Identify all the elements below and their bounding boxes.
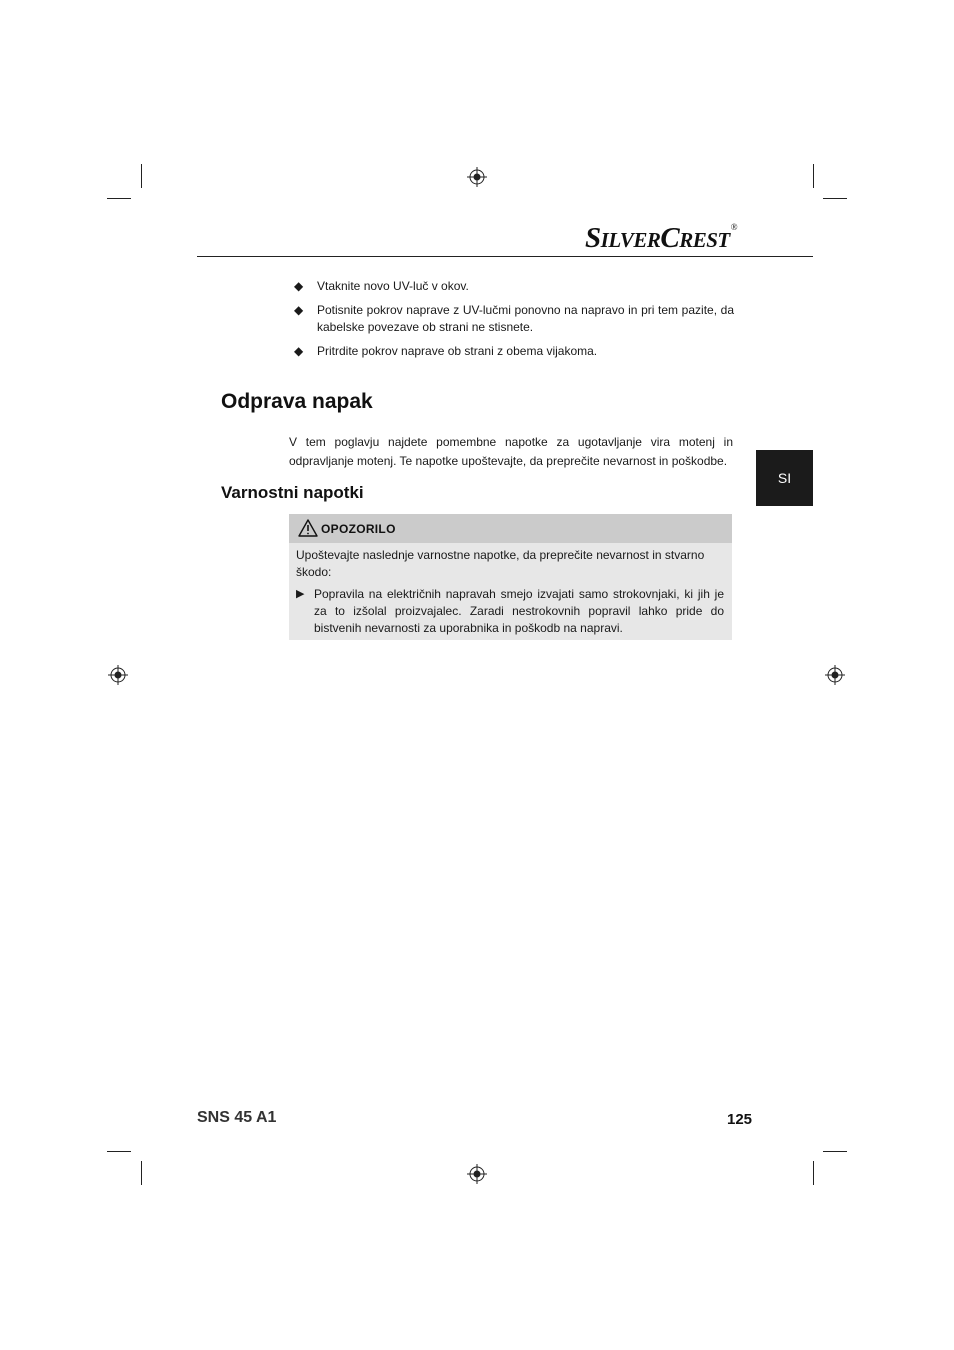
warning-header bbox=[289, 514, 732, 543]
registration-mark-icon bbox=[467, 167, 487, 187]
crop-mark bbox=[141, 1161, 142, 1185]
list-item bbox=[294, 302, 734, 336]
section-title: Odprava napak bbox=[221, 390, 373, 413]
crop-mark bbox=[813, 164, 814, 188]
footer-model: SNS 45 A1 bbox=[197, 1109, 277, 1126]
registration-mark-icon bbox=[825, 665, 845, 685]
list-item-text: Vtaknite novo UV-luč v okov. bbox=[317, 279, 469, 293]
section-intro: V tem poglavju najdete pomembne napotke za ugotavljanje vira motenj in odpravljanje motenj. Te napotke upoštevajte, da preprečite nevarnost in poškodbe. bbox=[289, 435, 733, 468]
diamond-bullet-icon: ◆ bbox=[294, 344, 304, 358]
crop-mark bbox=[823, 198, 847, 199]
crop-mark bbox=[107, 198, 131, 199]
crop-mark bbox=[107, 1151, 131, 1152]
brand-logo bbox=[585, 222, 750, 252]
crop-mark bbox=[141, 164, 142, 188]
subsection-title: Varnostni napotki bbox=[221, 483, 364, 502]
arrow-bullet-icon: ▶ bbox=[296, 588, 305, 600]
warning-triangle-icon bbox=[298, 519, 318, 537]
page-number: 125 bbox=[727, 1111, 753, 1128]
list-item bbox=[294, 278, 734, 295]
logo-letters: REST bbox=[679, 228, 730, 252]
warning-item-text: Popravila na električnih napravah smejo izvajati samo strokovnjaki, ki jih je za to izšolal proizvajalec. Zaradi nestrokovnih popravil lahko pride do bistvenih nevarnosti za uporabnika in poškodb na napravi. bbox=[314, 587, 724, 635]
language-tab: SI bbox=[756, 450, 813, 506]
crop-mark bbox=[823, 1151, 847, 1152]
warning-intro: Upoštevajte naslednje varnostne napotke, da preprečite nevarnost in stvarno škodo: bbox=[296, 548, 705, 579]
list-item-text: Potisnite pokrov naprave z UV-lučmi ponovno na napravo in pri tem pazite, da kabelske povezave ob strani ne stisnete. bbox=[317, 303, 734, 334]
warning-list-item bbox=[296, 586, 724, 637]
list-item-text: Pritrdite pokrov naprave ob strani z obema vijakoma. bbox=[317, 344, 598, 358]
logo-letters: ILVER bbox=[600, 228, 661, 252]
diamond-bullet-icon: ◆ bbox=[294, 279, 304, 293]
warning-box bbox=[289, 514, 732, 640]
registration-mark-icon bbox=[467, 1164, 487, 1184]
header-divider bbox=[197, 256, 813, 257]
warning-label: OPOZORILO bbox=[321, 522, 396, 536]
logo-letter: S bbox=[585, 222, 601, 254]
diamond-bullet-icon: ◆ bbox=[294, 303, 304, 317]
list-item bbox=[294, 343, 734, 360]
logo-letter: C bbox=[660, 222, 680, 254]
registration-mark-icon bbox=[108, 665, 128, 685]
registered-mark: ® bbox=[730, 222, 738, 232]
crop-mark bbox=[813, 1161, 814, 1185]
